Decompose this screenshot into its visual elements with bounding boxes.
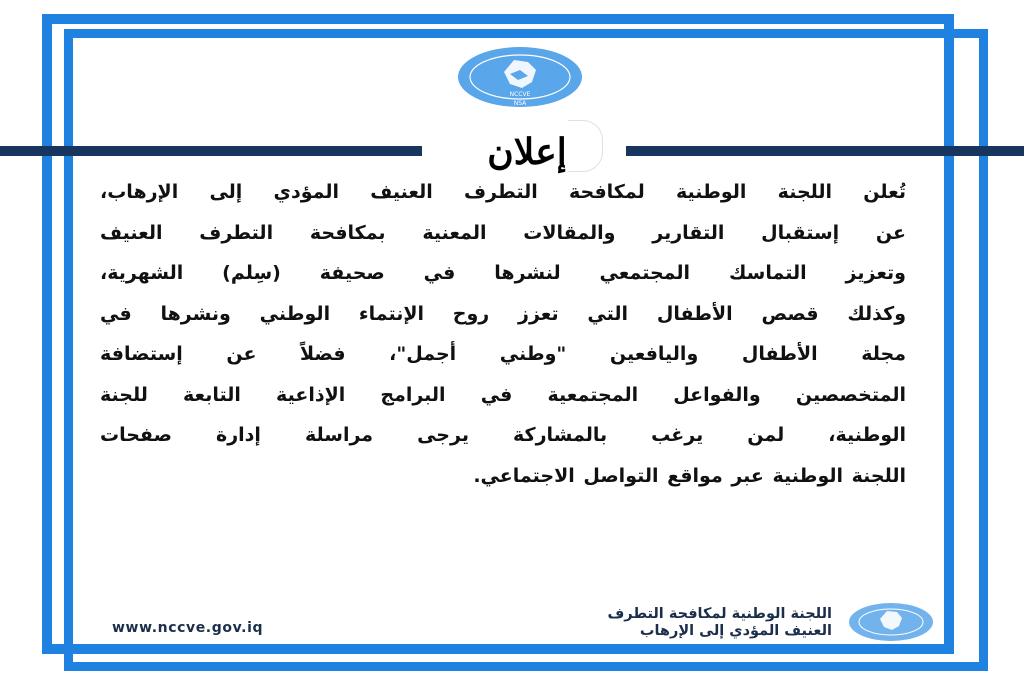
- footer-org-name: [560, 606, 832, 640]
- announcement-title: إعلان: [487, 131, 567, 173]
- body-line: عن إستقبال التقارير والمقالات المعنية بمكافحة التطرف العنيف: [100, 221, 906, 244]
- announcement-body: [100, 172, 906, 496]
- body-line: وتعزيز التماسك المجتمعي لنشرها في صحيفة (سِلم) الشهرية،: [100, 262, 906, 284]
- body-line: وكذلك قصص الأطفال التي تعزز روح الإنتماء الوطني ونشرها في: [100, 302, 906, 325]
- body-line: المتخصصين والفواعل المجتمعية في البرامج الإذاعية التابعة للجنة: [100, 383, 906, 406]
- body-line: اللجنة الوطنية عبر مواقع التواصل الاجتماعي.: [473, 464, 906, 487]
- body-line: تُعلن اللجنة الوطنية لمكافحة التطرف العنيف المؤدي إلى الإرهاب،: [100, 181, 906, 203]
- website-url[interactable]: www.nccve.gov.iq: [112, 620, 264, 636]
- title-bar-left: [0, 146, 422, 156]
- nccve-emblem-icon: [456, 46, 584, 108]
- footer-org-line-2: العنيف المؤدي إلى الإرهاب: [639, 623, 832, 639]
- svg-text:NSA: NSA: [513, 100, 527, 107]
- footer-org-line-1: اللجنة الوطنية لمكافحة التطرف: [607, 606, 832, 622]
- title-bar-right: [626, 146, 1024, 156]
- svg-text:NCCVE: NCCVE: [509, 91, 531, 98]
- body-line: الوطنية، لمن يرغب بالمشاركة يرجى مراسلة إدارة صفحات: [100, 424, 906, 446]
- body-line: مجلة الأطفال واليافعين "وطني أجمل"، فضلاً عن إستضافة: [100, 343, 906, 365]
- nccve-emblem-icon: [848, 602, 934, 642]
